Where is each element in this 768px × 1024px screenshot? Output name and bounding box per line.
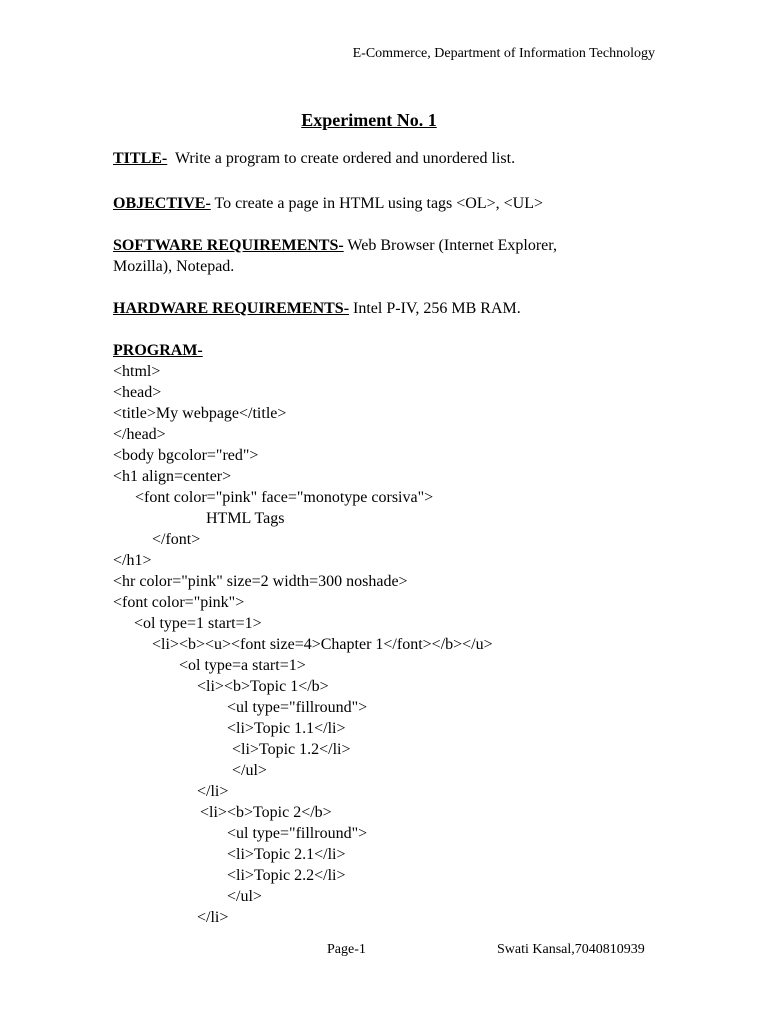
software-section [113, 235, 613, 277]
title-section [113, 148, 633, 169]
code-line: </font> [152, 531, 201, 548]
code-line: </head> [113, 426, 166, 443]
title-label: TITLE- [113, 150, 168, 167]
software-label: SOFTWARE REQUIREMENTS- [113, 237, 344, 254]
code-line: <ul type="fillround"> [227, 825, 368, 842]
code-line: </li> [197, 909, 229, 926]
code-line: <hr color="pink" size=2 width=300 noshade> [113, 573, 408, 590]
code-line: <li>Topic 2.1</li> [227, 846, 346, 863]
code-line: <li>Topic 1.1</li> [227, 720, 346, 737]
code-line: <html> [113, 363, 161, 380]
footer-author: Swati Kansal,7040810939 [497, 942, 645, 957]
code-line: <li>Topic 1.2</li> [232, 741, 351, 758]
code-line: <li><b>Topic 1</b> [197, 678, 329, 695]
code-line: <ol type=a start=1> [179, 657, 306, 674]
footer-page-number: Page-1 [327, 942, 366, 957]
objective-label: OBJECTIVE- [113, 195, 211, 212]
code-line: <font color="pink" face="monotype corsiva"> [135, 489, 434, 506]
hardware-section [113, 298, 633, 319]
code-line: <ol type=1 start=1> [134, 615, 262, 632]
program-section [113, 340, 633, 361]
code-line: <li>Topic 2.2</li> [227, 867, 346, 884]
code-line: <li><b>Topic 2</b> [200, 804, 332, 821]
code-line: <ul type="fillround"> [227, 699, 368, 716]
code-line: <font color="pink"> [113, 594, 245, 611]
page-header: E-Commerce, Department of Information Technology [352, 46, 655, 61]
code-line: <h1 align=center> [113, 468, 232, 485]
objective-text: To create a page in HTML using tags <OL>, <UL> [214, 195, 544, 212]
code-line: </ul> [227, 888, 262, 905]
code-line: </li> [197, 783, 229, 800]
title-text: Write a program to create ordered and unordered list. [174, 150, 516, 167]
objective-section [113, 193, 633, 214]
hardware-label: HARDWARE REQUIREMENTS- [113, 300, 350, 317]
code-line: </h1> [113, 552, 152, 569]
software-text: Web Browser (Internet Explorer, Mozilla), Notepad. [113, 237, 557, 275]
code-line: <body bgcolor="red"> [113, 447, 259, 464]
code-line: </ul> [232, 762, 267, 779]
code-line: HTML Tags [206, 510, 285, 527]
program-label: PROGRAM- [113, 342, 203, 359]
code-line: <li><b><u><font size=4>Chapter 1</font></b></u> [152, 636, 493, 653]
code-line: <head> [113, 384, 162, 401]
hardware-text: Intel P-IV, 256 MB RAM. [353, 300, 521, 317]
experiment-title: Experiment No. 1 [301, 110, 437, 130]
code-line: <title>My webpage</title> [113, 405, 287, 422]
